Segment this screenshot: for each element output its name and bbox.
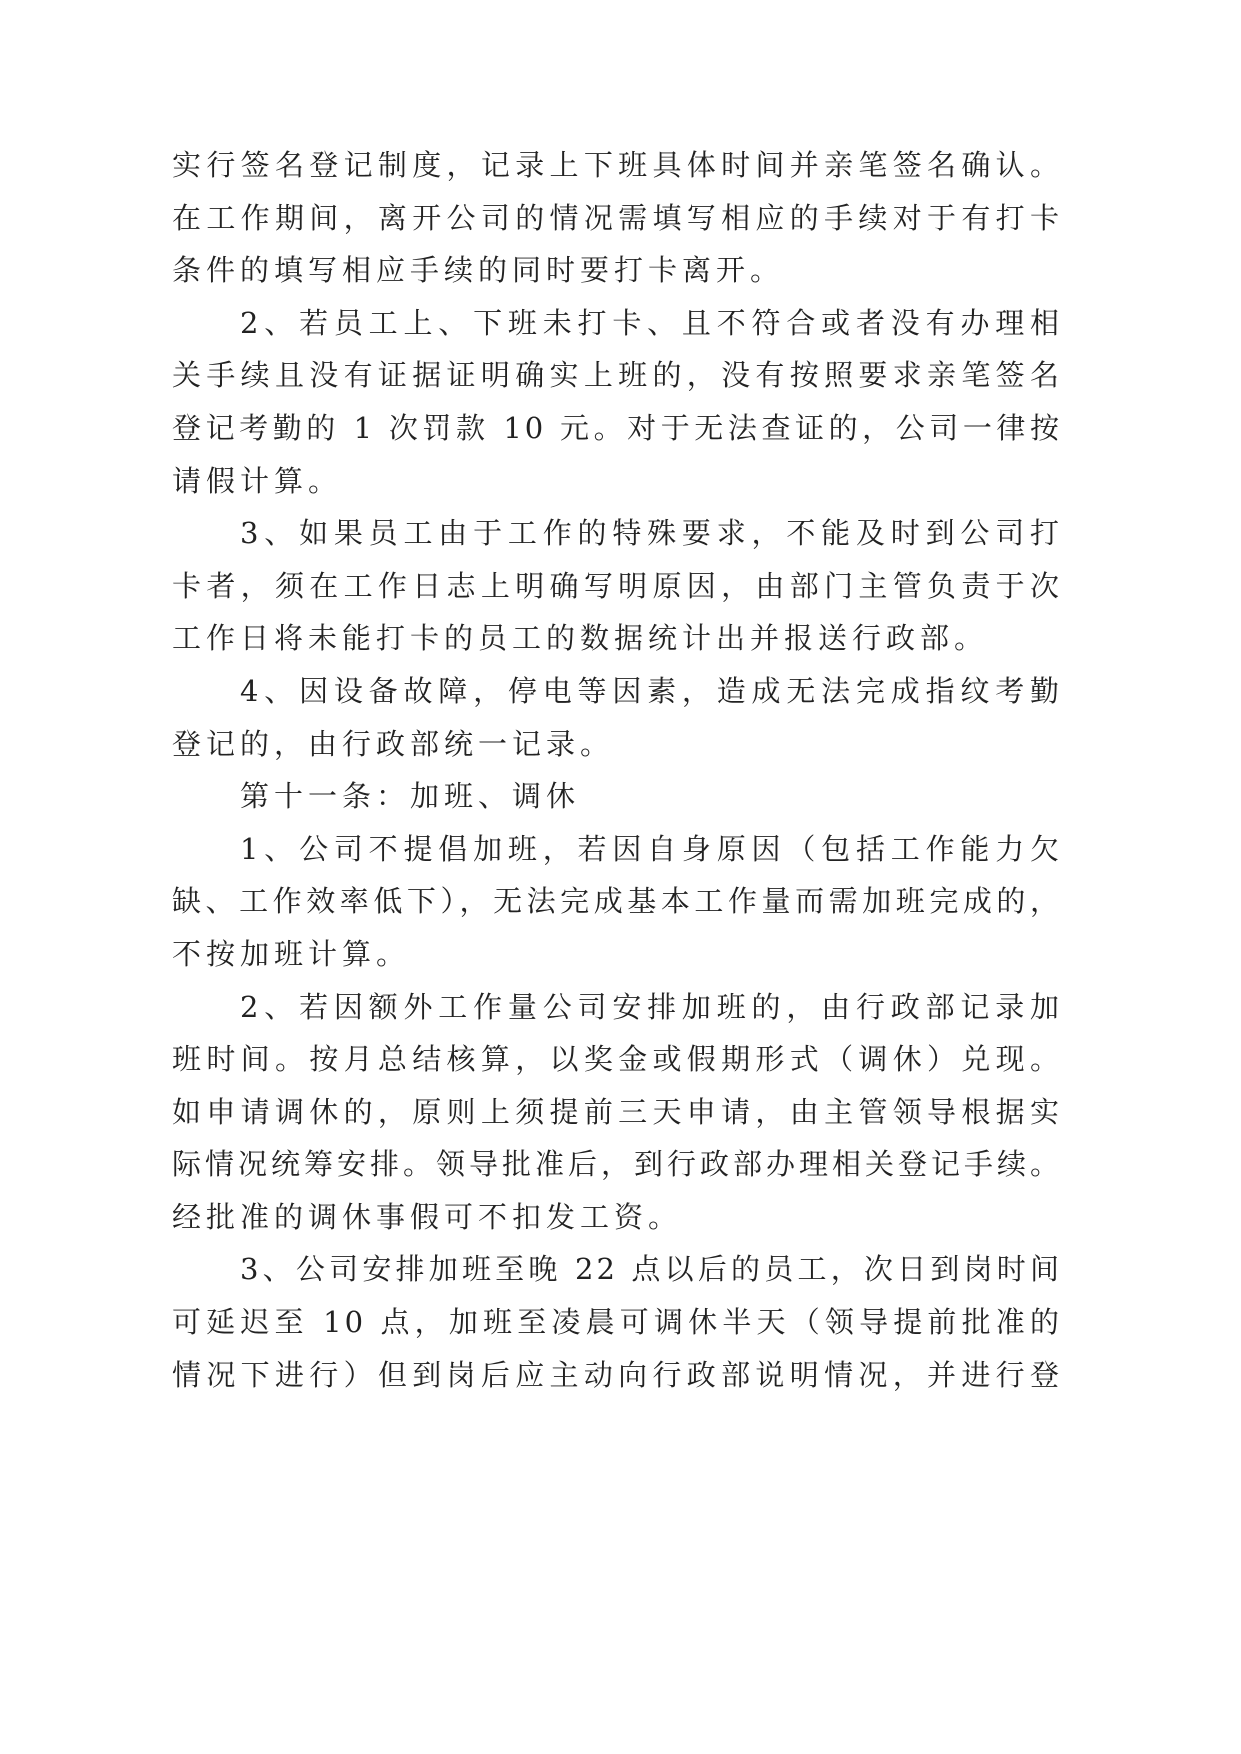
text-line: 在工作期间，离开公司的情况需填写相应的手续对于有打卡 [172,200,1062,235]
document-body [172,139,1062,1401]
text-line: 经批准的调休事假可不扣发工资。 [172,1199,683,1234]
paragraph [172,1243,1062,1401]
section-heading [172,770,1062,823]
text-line: 请假计算。 [172,463,343,498]
text-line: 4、因设备故障，停电等因素，造成无法完成指纹考勤 [240,673,1062,708]
text-line: 条件的填写相应手续的同时要打卡离开。 [172,253,785,288]
section-heading-text: 第十一条：加班、调休 [240,779,581,814]
text-line: 关手续且没有证据证明确实上班的，没有按照要求亲笔签名 [172,358,1062,393]
paragraph [172,981,1062,1244]
text-line: 班时间。按月总结核算，以奖金或假期形式（调休）兑现。 [172,1042,1062,1077]
paragraph [172,297,1062,507]
text-line: 登记考勤的 1 次罚款 10 元。对于无法查证的，公司一律按 [172,410,1062,445]
text-line: 卡者，须在工作日志上明确写明原因，由部门主管负责于次 [172,568,1062,603]
paragraph [172,139,1062,297]
text-line: 工作日将未能打卡的员工的数据统计出并报送行政部。 [172,621,989,656]
text-line: 如申请调休的，原则上须提前三天申请，由主管领导根据实 [172,1094,1062,1129]
text-line: 实行签名登记制度，记录上下班具体时间并亲笔签名确认。 [172,148,1062,182]
text-line: 2、若因额外工作量公司安排加班的，由行政部记录加 [240,989,1062,1024]
text-line: 登记的，由行政部统一记录。 [172,726,615,761]
paragraph [172,665,1062,770]
text-line: 3、公司安排加班至晚 22 点以后的员工，次日到岗时间 [240,1252,1062,1287]
text-line: 情况下进行）但到岗后应主动向行政部说明情况，并进行登 [172,1357,1062,1392]
text-line: 3、如果员工由于工作的特殊要求，不能及时到公司打 [240,516,1062,551]
text-line: 不按加班计算。 [172,936,411,971]
paragraph [172,507,1062,665]
paragraph [172,823,1062,981]
text-line: 2、若员工上、下班未打卡、且不符合或者没有办理相 [240,305,1062,340]
text-line: 可延迟至 10 点，加班至凌晨可调休半天（领导提前批准的 [172,1305,1062,1340]
text-line: 缺、工作效率低下），无法完成基本工作量而需加班完成的， [172,884,1062,919]
text-line: 际情况统筹安排。领导批准后，到行政部办理相关登记手续。 [172,1147,1062,1182]
text-line: 1、公司不提倡加班，若因自身原因（包括工作能力欠 [240,831,1062,866]
